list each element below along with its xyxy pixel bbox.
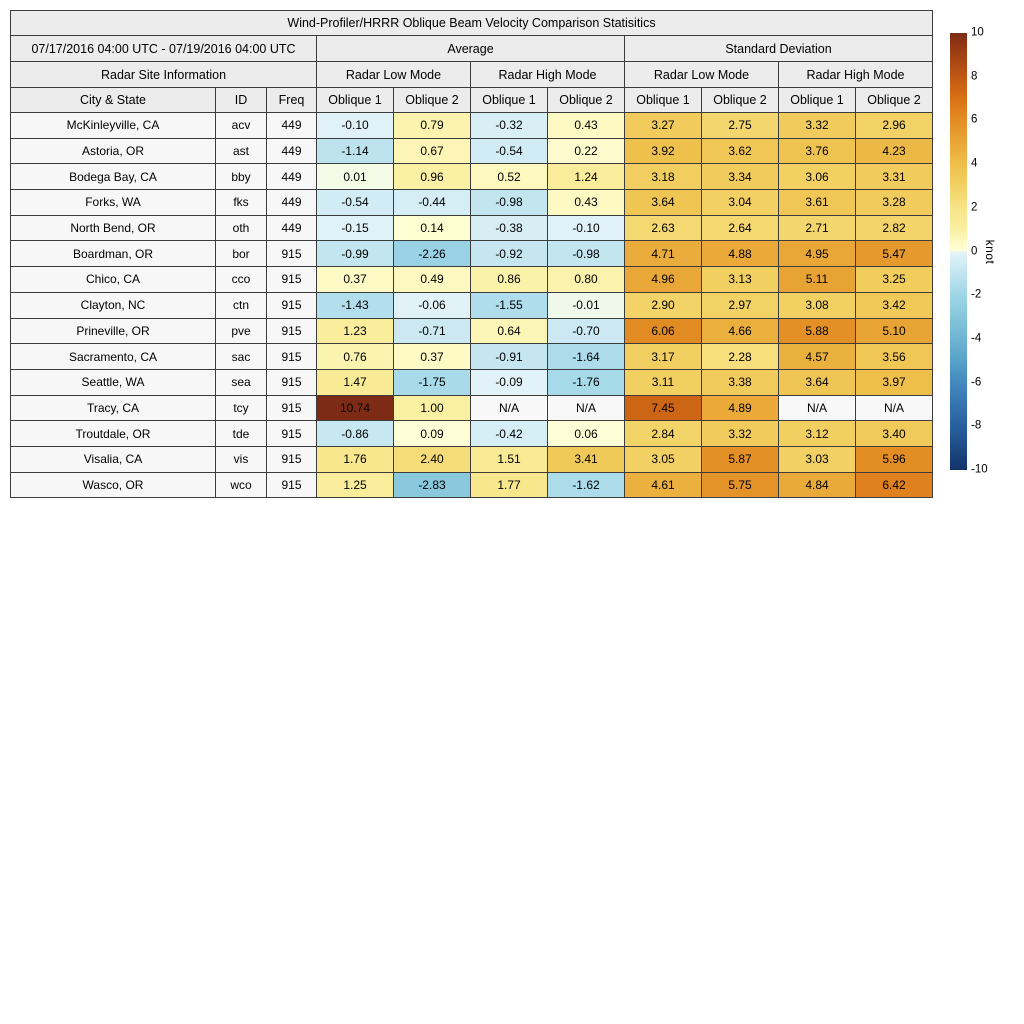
freq-cell: 449	[267, 190, 317, 216]
value-cell: -0.32	[471, 113, 548, 139]
freq-cell: 915	[267, 421, 317, 447]
value-cell: 1.47	[317, 369, 394, 395]
freq-cell: 449	[267, 113, 317, 139]
table-row	[11, 190, 933, 216]
value-cell: 1.77	[471, 472, 548, 498]
freq-cell: 449	[267, 138, 317, 164]
oblique2-col-header: Oblique 2	[702, 88, 779, 113]
value-cell: 6.42	[856, 472, 933, 498]
city-cell: McKinleyville, CA	[11, 113, 216, 139]
value-cell: 2.64	[702, 215, 779, 241]
value-cell: -0.44	[394, 190, 471, 216]
value-cell: N/A	[471, 395, 548, 421]
value-cell: -0.42	[471, 421, 548, 447]
value-cell: -0.54	[471, 138, 548, 164]
value-cell: 1.24	[548, 164, 625, 190]
site-id-cell: ast	[216, 138, 267, 164]
value-cell: 2.84	[625, 421, 702, 447]
table-row	[11, 395, 933, 421]
mode-header-row	[11, 62, 933, 88]
value-cell: 3.04	[702, 190, 779, 216]
value-cell: 4.61	[625, 472, 702, 498]
colorbar-unit-label: knot	[983, 239, 997, 264]
colorbar-tick-label: -10	[971, 463, 988, 476]
value-cell: 0.43	[548, 190, 625, 216]
site-id-cell: pve	[216, 318, 267, 344]
value-cell: -0.98	[548, 241, 625, 267]
colorbar-tick-label: -2	[971, 288, 982, 301]
oblique2-col-header: Oblique 2	[856, 88, 933, 113]
table-row	[11, 344, 933, 370]
value-cell: 3.18	[625, 164, 702, 190]
city-cell: Clayton, NC	[11, 292, 216, 318]
city-cell: Bodega Bay, CA	[11, 164, 216, 190]
freq-cell: 915	[267, 395, 317, 421]
value-cell: 2.63	[625, 215, 702, 241]
value-cell: 4.89	[702, 395, 779, 421]
avg-high-mode-header: Radar High Mode	[471, 62, 625, 88]
value-cell: 3.12	[779, 421, 856, 447]
value-cell: -0.70	[548, 318, 625, 344]
value-cell: 3.32	[702, 421, 779, 447]
value-cell: 6.06	[625, 318, 702, 344]
value-cell: -1.43	[317, 292, 394, 318]
value-cell: 3.08	[779, 292, 856, 318]
column-header-row	[11, 88, 933, 113]
value-cell: 0.79	[394, 113, 471, 139]
value-cell: -0.06	[394, 292, 471, 318]
site-id-cell: sea	[216, 369, 267, 395]
value-cell: -1.76	[548, 369, 625, 395]
value-cell: 2.71	[779, 215, 856, 241]
colorbar-tick-label: -6	[971, 375, 982, 388]
freq-cell: 915	[267, 369, 317, 395]
freq-cell: 915	[267, 446, 317, 472]
city-cell: Prineville, OR	[11, 318, 216, 344]
table-row	[11, 446, 933, 472]
value-cell: -0.92	[471, 241, 548, 267]
colorbar-tick-label: 4	[971, 157, 978, 170]
city-cell: Chico, CA	[11, 267, 216, 293]
site-id-cell: wco	[216, 472, 267, 498]
table-row	[11, 472, 933, 498]
value-cell: -0.10	[548, 215, 625, 241]
freq-cell: 915	[267, 472, 317, 498]
site-info-header: Radar Site Information	[11, 62, 317, 88]
value-cell: 4.96	[625, 267, 702, 293]
table-body	[11, 113, 933, 498]
city-cell: Troutdale, OR	[11, 421, 216, 447]
value-cell: 0.14	[394, 215, 471, 241]
value-cell: 2.90	[625, 292, 702, 318]
std-low-mode-header: Radar Low Mode	[625, 62, 779, 88]
value-cell: 3.11	[625, 369, 702, 395]
oblique1-col-header: Oblique 1	[779, 88, 856, 113]
value-cell: 0.96	[394, 164, 471, 190]
value-cell: 4.23	[856, 138, 933, 164]
city-cell: Tracy, CA	[11, 395, 216, 421]
city-cell: Boardman, OR	[11, 241, 216, 267]
site-id-cell: cco	[216, 267, 267, 293]
value-cell: -0.91	[471, 344, 548, 370]
oblique1-col-header: Oblique 1	[317, 88, 394, 113]
city-cell: North Bend, OR	[11, 215, 216, 241]
value-cell: 3.27	[625, 113, 702, 139]
freq-col-header: Freq	[267, 88, 317, 113]
value-cell: 0.86	[471, 267, 548, 293]
value-cell: 3.92	[625, 138, 702, 164]
value-cell: 0.22	[548, 138, 625, 164]
site-id-cell: tcy	[216, 395, 267, 421]
value-cell: -0.01	[548, 292, 625, 318]
title-row	[11, 11, 933, 36]
oblique2-col-header: Oblique 2	[548, 88, 625, 113]
site-id-cell: tde	[216, 421, 267, 447]
value-cell: 3.25	[856, 267, 933, 293]
city-cell: Sacramento, CA	[11, 344, 216, 370]
value-cell: 3.03	[779, 446, 856, 472]
site-id-cell: oth	[216, 215, 267, 241]
site-id-cell: sac	[216, 344, 267, 370]
value-cell: 1.76	[317, 446, 394, 472]
value-cell: -0.09	[471, 369, 548, 395]
value-cell: 4.88	[702, 241, 779, 267]
value-cell: 2.75	[702, 113, 779, 139]
value-cell: 3.76	[779, 138, 856, 164]
value-cell: 3.34	[702, 164, 779, 190]
value-cell: 3.64	[779, 369, 856, 395]
table-row	[11, 369, 933, 395]
site-id-cell: bby	[216, 164, 267, 190]
value-cell: 0.49	[394, 267, 471, 293]
value-cell: 3.41	[548, 446, 625, 472]
value-cell: 0.64	[471, 318, 548, 344]
value-cell: -1.62	[548, 472, 625, 498]
table-row	[11, 267, 933, 293]
value-cell: 3.40	[856, 421, 933, 447]
value-cell: -0.86	[317, 421, 394, 447]
value-cell: 3.97	[856, 369, 933, 395]
colorbar-tick-label: 2	[971, 201, 978, 214]
value-cell: 5.47	[856, 241, 933, 267]
value-cell: 2.40	[394, 446, 471, 472]
value-cell: 5.87	[702, 446, 779, 472]
value-cell: 5.96	[856, 446, 933, 472]
value-cell: 1.51	[471, 446, 548, 472]
table-row	[11, 292, 933, 318]
value-cell: 10.74	[317, 395, 394, 421]
site-id-cell: bor	[216, 241, 267, 267]
value-cell: 0.43	[548, 113, 625, 139]
value-cell: 3.56	[856, 344, 933, 370]
value-cell: 3.62	[702, 138, 779, 164]
value-cell: -1.75	[394, 369, 471, 395]
average-group-header: Average	[317, 36, 625, 62]
value-cell: -0.38	[471, 215, 548, 241]
city-cell: Wasco, OR	[11, 472, 216, 498]
city-col-header: City & State	[11, 88, 216, 113]
freq-cell: 915	[267, 344, 317, 370]
value-cell: 0.37	[317, 267, 394, 293]
value-cell: 2.96	[856, 113, 933, 139]
site-id-cell: vis	[216, 446, 267, 472]
colorbar	[950, 26, 1024, 476]
colorbar-tick-label: 10	[971, 26, 984, 39]
period-cell: 07/17/2016 04:00 UTC - 07/19/2016 04:00 UTC	[11, 36, 317, 62]
value-cell: 4.66	[702, 318, 779, 344]
freq-cell: 449	[267, 164, 317, 190]
table-row	[11, 421, 933, 447]
group-header-row	[11, 36, 933, 62]
value-cell: 0.01	[317, 164, 394, 190]
value-cell: -0.10	[317, 113, 394, 139]
site-id-cell: ctn	[216, 292, 267, 318]
value-cell: 1.25	[317, 472, 394, 498]
value-cell: -2.83	[394, 472, 471, 498]
value-cell: 4.95	[779, 241, 856, 267]
value-cell: 7.45	[625, 395, 702, 421]
value-cell: 3.05	[625, 446, 702, 472]
value-cell: -0.99	[317, 241, 394, 267]
value-cell: 3.13	[702, 267, 779, 293]
value-cell: 2.82	[856, 215, 933, 241]
city-cell: Seattle, WA	[11, 369, 216, 395]
value-cell: 0.76	[317, 344, 394, 370]
table-row	[11, 164, 933, 190]
oblique1-col-header: Oblique 1	[471, 88, 548, 113]
value-cell: -1.64	[548, 344, 625, 370]
id-col-header: ID	[216, 88, 267, 113]
value-cell: 2.97	[702, 292, 779, 318]
freq-cell: 449	[267, 215, 317, 241]
city-cell: Astoria, OR	[11, 138, 216, 164]
value-cell: -1.14	[317, 138, 394, 164]
value-cell: 0.37	[394, 344, 471, 370]
value-cell: -0.15	[317, 215, 394, 241]
colorbar-tick-label: -4	[971, 332, 982, 345]
avg-low-mode-header: Radar Low Mode	[317, 62, 471, 88]
std-group-header: Standard Deviation	[625, 36, 933, 62]
value-cell: 1.23	[317, 318, 394, 344]
value-cell: 5.88	[779, 318, 856, 344]
site-id-cell: fks	[216, 190, 267, 216]
value-cell: -1.55	[471, 292, 548, 318]
value-cell: 3.38	[702, 369, 779, 395]
city-cell: Forks, WA	[11, 190, 216, 216]
colorbar-tick-label: -8	[971, 419, 982, 432]
table-row	[11, 113, 933, 139]
table-row	[11, 138, 933, 164]
oblique1-col-header: Oblique 1	[625, 88, 702, 113]
table-row	[11, 318, 933, 344]
value-cell: N/A	[548, 395, 625, 421]
value-cell: 4.84	[779, 472, 856, 498]
value-cell: 0.52	[471, 164, 548, 190]
value-cell: N/A	[779, 395, 856, 421]
city-cell: Visalia, CA	[11, 446, 216, 472]
freq-cell: 915	[267, 318, 317, 344]
figure-title: Wind-Profiler/HRRR Oblique Beam Velocity Comparison Statisitics	[11, 11, 933, 36]
value-cell: 3.06	[779, 164, 856, 190]
colorbar-tick-label: 8	[971, 69, 978, 82]
value-cell: 2.28	[702, 344, 779, 370]
value-cell: -0.54	[317, 190, 394, 216]
freq-cell: 915	[267, 241, 317, 267]
value-cell: 3.64	[625, 190, 702, 216]
value-cell: 3.32	[779, 113, 856, 139]
value-cell: 5.11	[779, 267, 856, 293]
value-cell: 5.75	[702, 472, 779, 498]
value-cell: -0.98	[471, 190, 548, 216]
value-cell: 0.06	[548, 421, 625, 447]
value-cell: 1.00	[394, 395, 471, 421]
colorbar-tick-label: 6	[971, 113, 978, 126]
value-cell: 0.80	[548, 267, 625, 293]
std-high-mode-header: Radar High Mode	[779, 62, 933, 88]
site-id-cell: acv	[216, 113, 267, 139]
value-cell: N/A	[856, 395, 933, 421]
value-cell: 3.17	[625, 344, 702, 370]
value-cell: 4.71	[625, 241, 702, 267]
value-cell: -2.26	[394, 241, 471, 267]
value-cell: 3.28	[856, 190, 933, 216]
value-cell: 5.10	[856, 318, 933, 344]
value-cell: 0.09	[394, 421, 471, 447]
value-cell: 3.42	[856, 292, 933, 318]
value-cell: -0.71	[394, 318, 471, 344]
oblique2-col-header: Oblique 2	[394, 88, 471, 113]
freq-cell: 915	[267, 292, 317, 318]
stats-table	[10, 10, 933, 498]
freq-cell: 915	[267, 267, 317, 293]
value-cell: 4.57	[779, 344, 856, 370]
table-row	[11, 241, 933, 267]
colorbar-tick-label: 0	[971, 244, 978, 257]
value-cell: 3.61	[779, 190, 856, 216]
value-cell: 0.67	[394, 138, 471, 164]
value-cell: 3.31	[856, 164, 933, 190]
table-row	[11, 215, 933, 241]
